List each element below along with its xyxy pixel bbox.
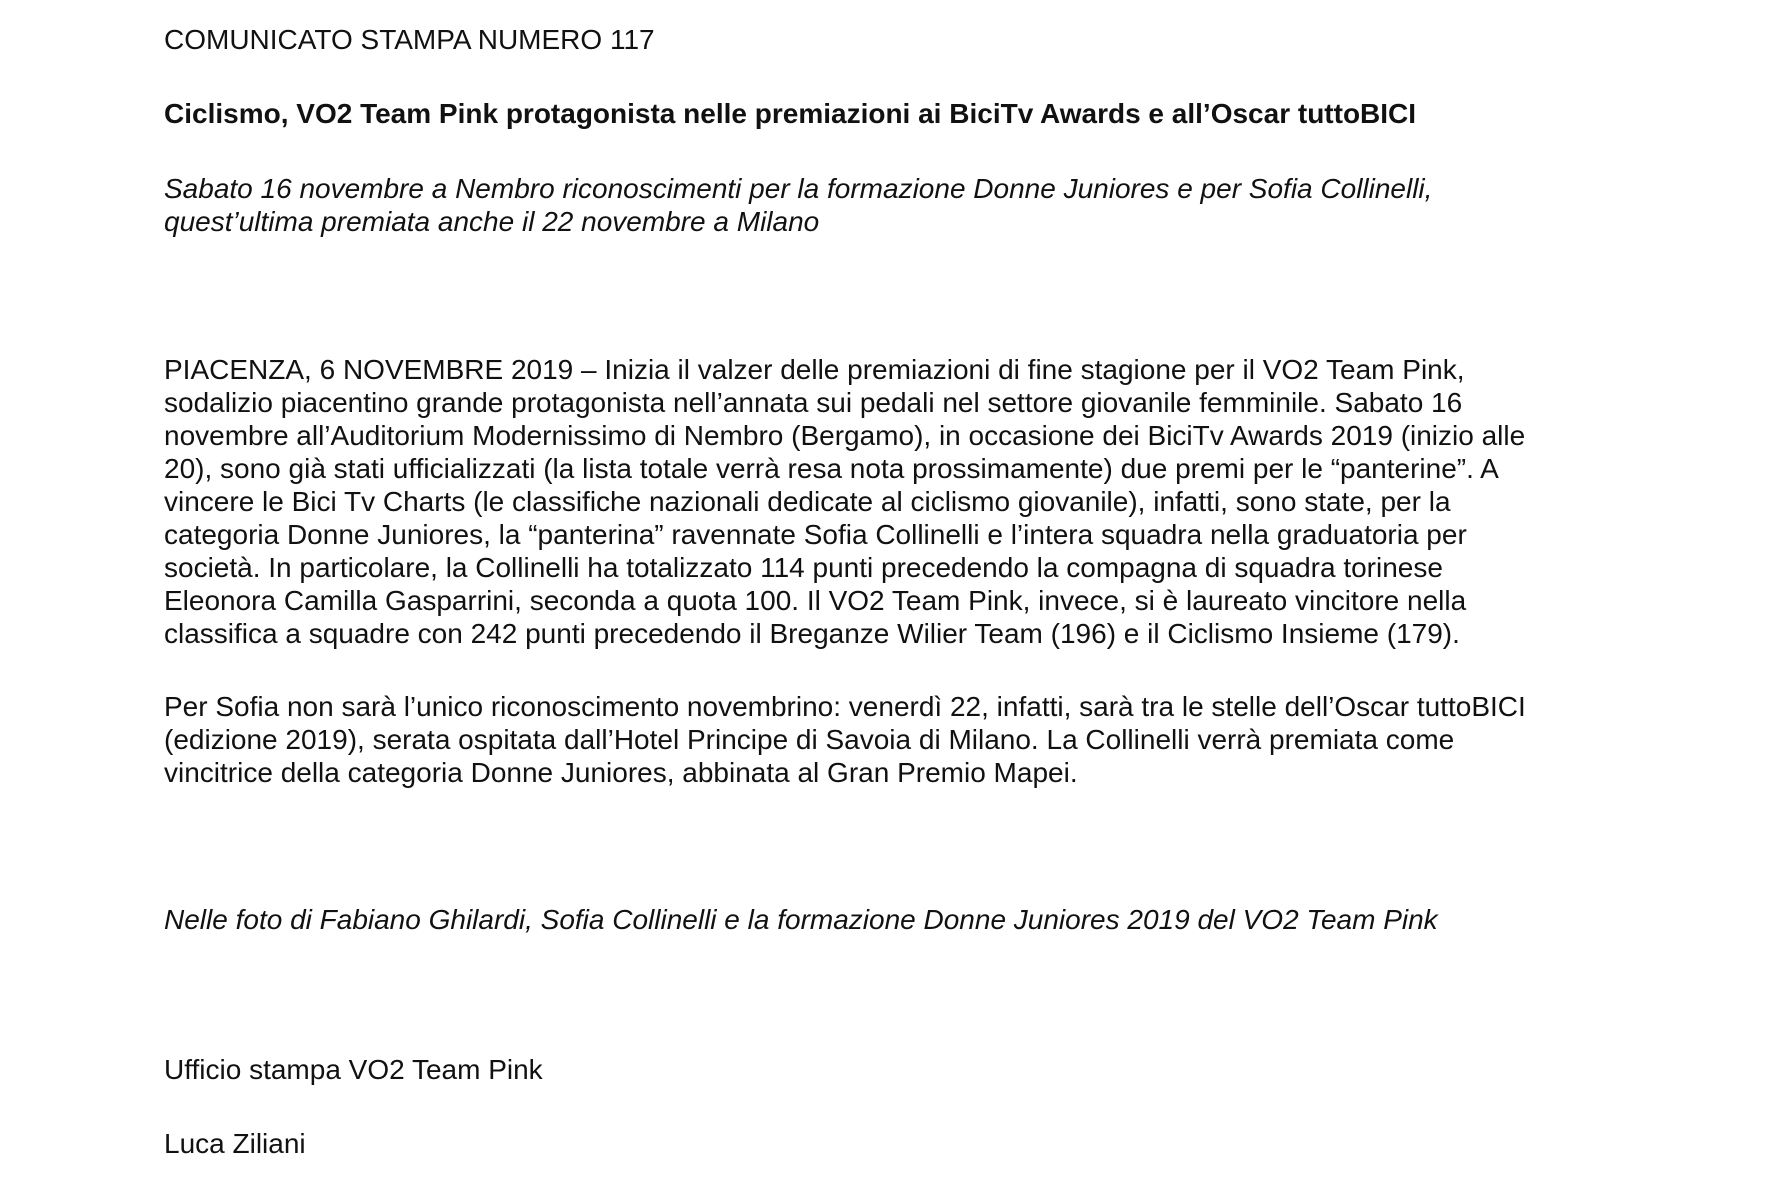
press-release-title: Ciclismo, VO2 Team Pink protagonista nelle premiazioni ai BiciTv Awards e all’Oscar tuttoBICI	[164, 98, 1417, 129]
body-paragraph-2: Per Sofia non sarà l’unico riconoscimento novembrino: venerdì 22, infatti, sarà tra le stelle dell’Oscar tuttoBICI (edizione 2019), serata ospitata dall’Hotel Principe di Savoia di Milano. La Collinelli verrà premiata come vincitrice della categoria Donne Juniores, abbinata al Gran Premio Mapei.	[164, 691, 1526, 788]
press-release-subtitle: Sabato 16 novembre a Nembro riconoscimenti per la formazione Donne Juniores e per Sofia Collinelli, quest’ultima premiata anche il 22 novembre a Milano	[164, 173, 1433, 237]
press-office-label: Ufficio stampa VO2 Team Pink	[164, 1054, 543, 1085]
body-paragraph-1: PIACENZA, 6 NOVEMBRE 2019 – Inizia il valzer delle premiazioni di fine stagione per il VO2 Team Pink, sodalizio piacentino grande protagonista nell’annata sui pedali nel settore giovanile femminile. Sabato 16 novembre all’Auditorium Modernissimo di Nembro (Bergamo), in occasione dei BiciTv Awards 2019 (inizio alle 20), sono già stati ufficializzati (la lista totale verrà resa nota prossimamente) due premi per le “panterine”. A vincere le Bici Tv Charts (le classifiche nazionali dedicate al ciclismo giovanile), infatti, sono state, per la categoria Donne Juniores, la “panterina” ravennate Sofia Collinelli e l’intera squadra nella graduatoria per società. In particolare, la Collinelli ha totalizzato 114 punti precedendo la compagna di squadra torinese Eleonora Camilla Gasparrini, seconda a quota 100. Il VO2 Team Pink, invece, si è laureato vincitore nella classifica a squadre con 242 punti precedendo il Breganze Wilier Team (196) e il Ciclismo Insieme (179).	[164, 354, 1526, 649]
photo-caption: Nelle foto di Fabiano Ghilardi, Sofia Collinelli e la formazione Donne Juniores 2019 del VO2 Team Pink	[164, 904, 1438, 935]
press-release-number: COMUNICATO STAMPA NUMERO 117	[164, 24, 655, 55]
signer-name: Luca Ziliani	[164, 1128, 306, 1159]
